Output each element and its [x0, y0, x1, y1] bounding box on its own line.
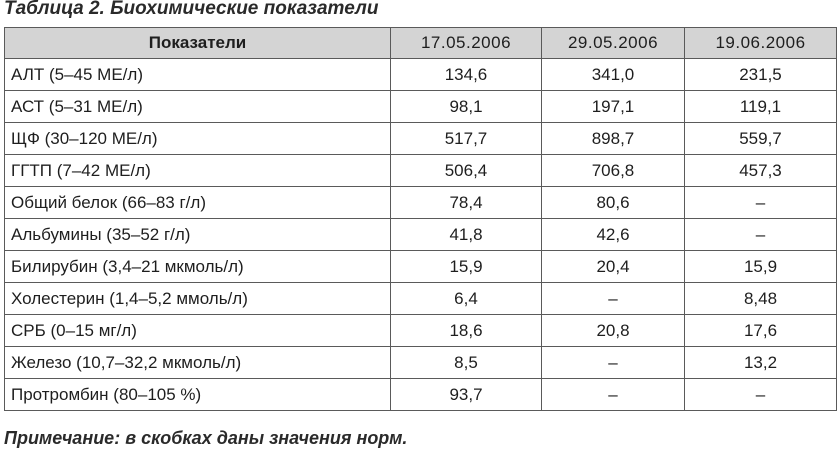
row-value-date-2: 341,0: [542, 59, 685, 91]
table-row: [5, 123, 837, 155]
row-value-date-3: 17,6: [685, 315, 837, 347]
row-value-date-1: 15,9: [391, 251, 542, 283]
header-date-2: 29.05.2006: [542, 28, 685, 59]
header-date-3: 19.06.2006: [685, 28, 837, 59]
row-value-date-3: –: [685, 187, 837, 219]
row-value-date-3: 559,7: [685, 123, 837, 155]
table-row: [5, 187, 837, 219]
row-value-date-2: 80,6: [542, 187, 685, 219]
row-indicator-name: Общий белок (66–83 г/л): [5, 187, 391, 219]
row-indicator-name: ЩФ (30–120 МЕ/л): [5, 123, 391, 155]
header-indicator: Показатели: [5, 28, 391, 59]
row-value-date-1: 93,7: [391, 379, 542, 411]
header-date-1: 17.05.2006: [391, 28, 542, 59]
table-caption: Таблица 2. Биохимические показатели: [4, 0, 379, 19]
row-value-date-1: 517,7: [391, 123, 542, 155]
row-value-date-3: 457,3: [685, 155, 837, 187]
table-note: Примечание: в скобках даны значения норм.: [4, 428, 408, 448]
row-value-date-1: 6,4: [391, 283, 542, 315]
row-indicator-name: АЛТ (5–45 МЕ/л): [5, 59, 391, 91]
row-value-date-1: 98,1: [391, 91, 542, 123]
row-value-date-3: –: [685, 219, 837, 251]
row-value-date-3: –: [685, 379, 837, 411]
row-value-date-2: 20,8: [542, 315, 685, 347]
row-value-date-2: –: [542, 283, 685, 315]
table-row: [5, 91, 837, 123]
table-row: [5, 315, 837, 347]
row-value-date-1: 134,6: [391, 59, 542, 91]
table-header-row: [5, 28, 837, 59]
row-value-date-1: 78,4: [391, 187, 542, 219]
row-indicator-name: ГГТП (7–42 МЕ/л): [5, 155, 391, 187]
row-value-date-2: 898,7: [542, 123, 685, 155]
row-indicator-name: СРБ (0–15 мг/л): [5, 315, 391, 347]
row-value-date-1: 8,5: [391, 347, 542, 379]
row-value-date-2: –: [542, 347, 685, 379]
row-value-date-1: 506,4: [391, 155, 542, 187]
row-value-date-1: 18,6: [391, 315, 542, 347]
row-value-date-3: 231,5: [685, 59, 837, 91]
row-indicator-name: Холестерин (1,4–5,2 ммоль/л): [5, 283, 391, 315]
row-value-date-1: 41,8: [391, 219, 542, 251]
row-value-date-2: 42,6: [542, 219, 685, 251]
row-indicator-name: Билирубин (3,4–21 мкмоль/л): [5, 251, 391, 283]
row-value-date-3: 8,48: [685, 283, 837, 315]
row-value-date-2: 197,1: [542, 91, 685, 123]
row-value-date-2: 20,4: [542, 251, 685, 283]
row-value-date-2: –: [542, 379, 685, 411]
row-indicator-name: Протромбин (80–105 %): [5, 379, 391, 411]
row-indicator-name: Железо (10,7–32,2 мкмоль/л): [5, 347, 391, 379]
row-indicator-name: АСТ (5–31 МЕ/л): [5, 91, 391, 123]
table-row: [5, 59, 837, 91]
row-value-date-2: 706,8: [542, 155, 685, 187]
row-value-date-3: 119,1: [685, 91, 837, 123]
table-row: [5, 219, 837, 251]
row-indicator-name: Альбумины (35–52 г/л): [5, 219, 391, 251]
table-row: [5, 283, 837, 315]
row-value-date-3: 15,9: [685, 251, 837, 283]
table-row: [5, 347, 837, 379]
table-row: [5, 379, 837, 411]
biochemistry-table: [4, 27, 837, 411]
row-value-date-3: 13,2: [685, 347, 837, 379]
table-row: [5, 155, 837, 187]
table-row: [5, 251, 837, 283]
